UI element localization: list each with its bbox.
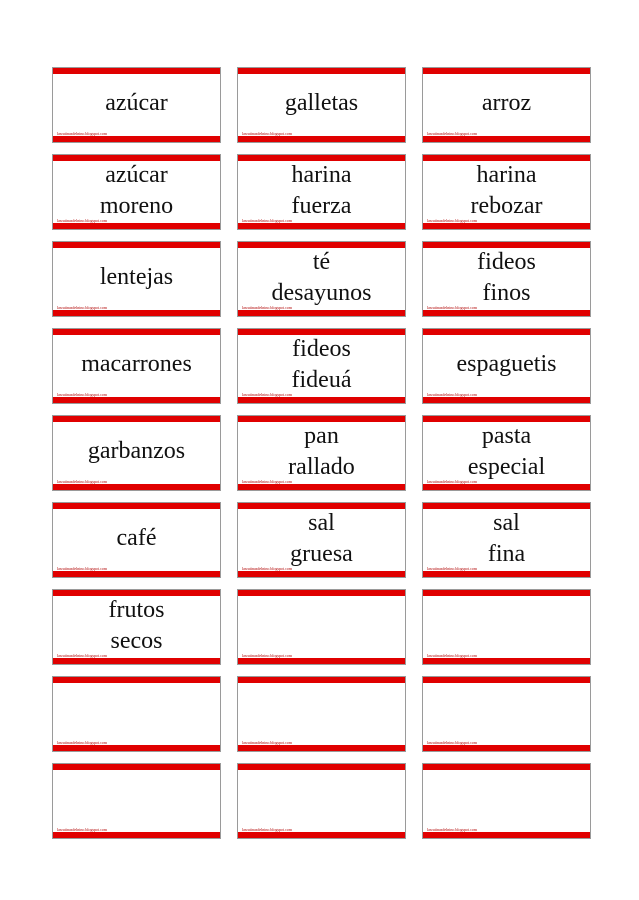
blog-url-credit: lasrutinasdelnino.blogspot.com bbox=[242, 218, 292, 223]
blog-url-credit: lasrutinasdelnino.blogspot.com bbox=[57, 305, 107, 310]
blog-url-credit: lasrutinasdelnino.blogspot.com bbox=[57, 392, 107, 397]
red-bottom-band bbox=[238, 484, 405, 490]
card-label-line: finos bbox=[482, 279, 531, 306]
red-bottom-band bbox=[238, 745, 405, 751]
blog-url-credit: lasrutinasdelnino.blogspot.com bbox=[242, 566, 292, 571]
card-label-line: frutos bbox=[108, 596, 165, 623]
card-label-line: harina bbox=[476, 161, 537, 188]
blog-url-credit: lasrutinasdelnino.blogspot.com bbox=[242, 131, 292, 136]
card-label-line: fideos bbox=[292, 335, 351, 362]
pantry-label-card bbox=[422, 676, 591, 752]
blog-url-credit: lasrutinasdelnino.blogspot.com bbox=[427, 218, 477, 223]
pantry-label-card bbox=[422, 415, 591, 491]
red-bottom-band bbox=[423, 397, 590, 403]
pantry-label-card bbox=[422, 589, 591, 665]
card-label-line: lentejas bbox=[99, 264, 174, 290]
card-label-line: azúcar bbox=[105, 90, 168, 116]
card-label bbox=[55, 74, 218, 133]
card-label bbox=[425, 596, 588, 655]
card-label-line: gruesa bbox=[290, 540, 353, 567]
card-label-line: pan bbox=[304, 422, 339, 449]
blog-url-credit: lasrutinasdelnino.blogspot.com bbox=[57, 653, 107, 658]
red-bottom-band bbox=[238, 136, 405, 142]
card-label bbox=[240, 74, 403, 133]
card-label-line: fideuá bbox=[291, 366, 352, 393]
blog-url-credit: lasrutinasdelnino.blogspot.com bbox=[242, 740, 292, 745]
pantry-label-card bbox=[52, 763, 221, 839]
blog-url-credit: lasrutinasdelnino.blogspot.com bbox=[427, 392, 477, 397]
pantry-label-card bbox=[422, 328, 591, 404]
pantry-label-card bbox=[52, 589, 221, 665]
label-grid bbox=[52, 67, 590, 839]
pantry-label-card bbox=[237, 589, 406, 665]
card-label-line: galletas bbox=[284, 90, 359, 116]
card-label bbox=[240, 161, 403, 220]
red-bottom-band bbox=[238, 310, 405, 316]
blog-url-credit: lasrutinasdelnino.blogspot.com bbox=[242, 827, 292, 832]
red-bottom-band bbox=[238, 658, 405, 664]
red-bottom-band bbox=[53, 484, 220, 490]
pantry-label-card bbox=[52, 67, 221, 143]
pantry-label-card bbox=[237, 67, 406, 143]
pantry-label-card bbox=[422, 763, 591, 839]
red-bottom-band bbox=[53, 310, 220, 316]
card-label-line: macarrones bbox=[81, 351, 192, 377]
red-bottom-band bbox=[53, 397, 220, 403]
card-label bbox=[425, 422, 588, 481]
pantry-label-card bbox=[52, 328, 221, 404]
card-label-line: arroz bbox=[481, 90, 532, 116]
card-label-line: pasta bbox=[481, 422, 532, 449]
card-label bbox=[425, 161, 588, 220]
blog-url-credit: lasrutinasdelnino.blogspot.com bbox=[242, 653, 292, 658]
red-bottom-band bbox=[53, 658, 220, 664]
card-label-line: café bbox=[116, 525, 157, 551]
red-bottom-band bbox=[423, 484, 590, 490]
red-bottom-band bbox=[53, 832, 220, 838]
blog-url-credit: lasrutinasdelnino.blogspot.com bbox=[427, 653, 477, 658]
card-label-line: harina bbox=[291, 161, 352, 188]
pantry-label-card bbox=[422, 67, 591, 143]
card-label bbox=[425, 248, 588, 307]
blog-url-credit: lasrutinasdelnino.blogspot.com bbox=[57, 740, 107, 745]
card-label bbox=[425, 509, 588, 568]
blog-url-credit: lasrutinasdelnino.blogspot.com bbox=[427, 305, 477, 310]
pantry-label-card bbox=[52, 154, 221, 230]
card-label-line: secos bbox=[110, 627, 163, 654]
blog-url-credit: lasrutinasdelnino.blogspot.com bbox=[242, 392, 292, 397]
pantry-label-card bbox=[52, 415, 221, 491]
red-bottom-band bbox=[423, 832, 590, 838]
card-label-line: té bbox=[312, 248, 331, 275]
pantry-label-card bbox=[52, 676, 221, 752]
blog-url-credit: lasrutinasdelnino.blogspot.com bbox=[242, 305, 292, 310]
card-label bbox=[55, 596, 218, 655]
card-label bbox=[55, 770, 218, 829]
card-label bbox=[425, 770, 588, 829]
card-label bbox=[240, 770, 403, 829]
pantry-label-card bbox=[237, 241, 406, 317]
card-label bbox=[240, 422, 403, 481]
blog-url-credit: lasrutinasdelnino.blogspot.com bbox=[57, 218, 107, 223]
blog-url-credit: lasrutinasdelnino.blogspot.com bbox=[57, 566, 107, 571]
red-bottom-band bbox=[423, 571, 590, 577]
red-bottom-band bbox=[238, 223, 405, 229]
card-label-line: fuerza bbox=[291, 192, 352, 219]
card-label-line: sal bbox=[493, 509, 520, 536]
card-label bbox=[55, 509, 218, 568]
blog-url-credit: lasrutinasdelnino.blogspot.com bbox=[242, 479, 292, 484]
card-label-line: rallado bbox=[288, 453, 355, 480]
card-label bbox=[55, 161, 218, 220]
card-label bbox=[55, 683, 218, 742]
pantry-label-card bbox=[422, 241, 591, 317]
pantry-label-card bbox=[237, 502, 406, 578]
red-bottom-band bbox=[53, 571, 220, 577]
pantry-label-card bbox=[422, 154, 591, 230]
blog-url-credit: lasrutinasdelnino.blogspot.com bbox=[57, 131, 107, 136]
card-label-line: rebozar bbox=[470, 192, 543, 219]
red-bottom-band bbox=[423, 745, 590, 751]
card-label bbox=[425, 335, 588, 394]
red-bottom-band bbox=[53, 745, 220, 751]
blog-url-credit: lasrutinasdelnino.blogspot.com bbox=[57, 827, 107, 832]
blog-url-credit: lasrutinasdelnino.blogspot.com bbox=[427, 131, 477, 136]
pantry-label-card bbox=[237, 154, 406, 230]
card-label bbox=[55, 335, 218, 394]
blog-url-credit: lasrutinasdelnino.blogspot.com bbox=[57, 479, 107, 484]
card-label bbox=[425, 683, 588, 742]
card-label-line: sal bbox=[308, 509, 335, 536]
red-bottom-band bbox=[238, 397, 405, 403]
red-bottom-band bbox=[53, 223, 220, 229]
card-label bbox=[55, 422, 218, 481]
card-label bbox=[240, 683, 403, 742]
pantry-label-card bbox=[52, 502, 221, 578]
card-label bbox=[240, 248, 403, 307]
red-bottom-band bbox=[238, 832, 405, 838]
pantry-label-card bbox=[237, 328, 406, 404]
card-label-line: fina bbox=[487, 540, 526, 567]
pantry-label-card bbox=[237, 676, 406, 752]
card-label bbox=[55, 248, 218, 307]
red-bottom-band bbox=[423, 658, 590, 664]
card-label-line: garbanzos bbox=[87, 438, 186, 464]
blog-url-credit: lasrutinasdelnino.blogspot.com bbox=[427, 827, 477, 832]
blog-url-credit: lasrutinasdelnino.blogspot.com bbox=[427, 566, 477, 571]
card-label-line: desayunos bbox=[271, 279, 372, 306]
card-label-line: espaguetis bbox=[456, 351, 557, 377]
red-bottom-band bbox=[423, 223, 590, 229]
red-bottom-band bbox=[423, 136, 590, 142]
blog-url-credit: lasrutinasdelnino.blogspot.com bbox=[427, 740, 477, 745]
card-label-line: fideos bbox=[477, 248, 536, 275]
red-bottom-band bbox=[423, 310, 590, 316]
pantry-label-card bbox=[237, 763, 406, 839]
pantry-label-card bbox=[422, 502, 591, 578]
card-label-line: moreno bbox=[99, 192, 174, 219]
card-label-line: especial bbox=[467, 453, 546, 480]
card-label-line: azúcar bbox=[105, 161, 168, 188]
red-bottom-band bbox=[238, 571, 405, 577]
card-label bbox=[240, 596, 403, 655]
red-bottom-band bbox=[53, 136, 220, 142]
blog-url-credit: lasrutinasdelnino.blogspot.com bbox=[427, 479, 477, 484]
pantry-label-card bbox=[237, 415, 406, 491]
pantry-label-card bbox=[52, 241, 221, 317]
card-label bbox=[240, 335, 403, 394]
card-label bbox=[425, 74, 588, 133]
card-label bbox=[240, 509, 403, 568]
